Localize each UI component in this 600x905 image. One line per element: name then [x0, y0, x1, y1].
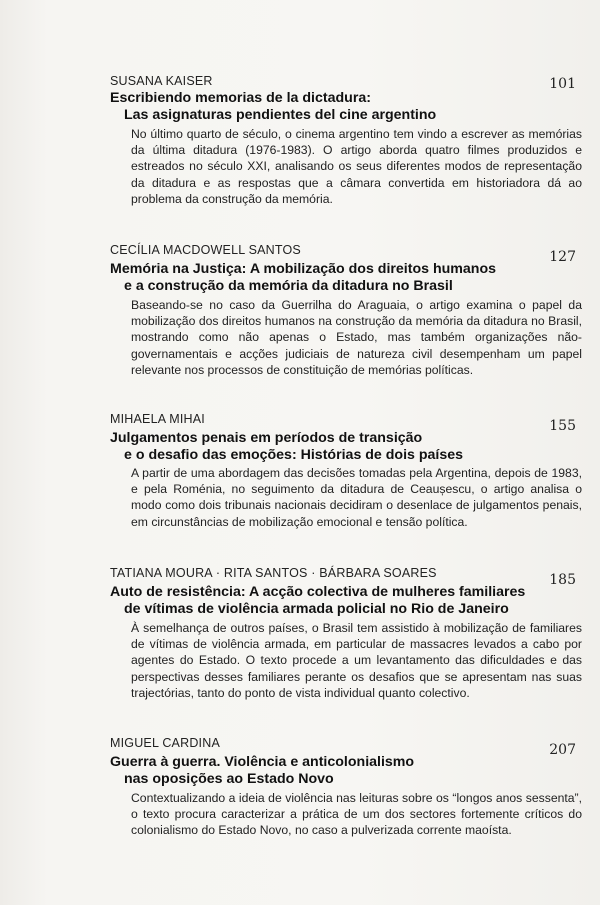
entry-author: MIHAELA MIHAI — [110, 412, 205, 426]
entry-title-line1: Guerra à guerra. Violência e anticolonialismo — [110, 754, 415, 770]
entry-page-number: 207 — [549, 742, 576, 758]
entry-page-number: 185 — [549, 572, 576, 588]
entry-title-line1: Auto de resistência: A acção colectiva de mulheres familiares — [110, 584, 526, 600]
entry-page-number: 127 — [549, 249, 576, 265]
entry-title-line2: nas oposições ao Estado Novo — [124, 771, 334, 787]
entry-author: CECÍLIA MACDOWELL SANTOS — [110, 243, 301, 257]
entry-author: MIGUEL CARDINA — [110, 736, 220, 750]
entry-title-line2: de vítimas de violência armada policial no Rio de Janeiro — [124, 601, 509, 617]
entry-abstract: À semelhança de outros países, o Brasil tem assistido à mobilização de familiares de vítimas de violência armada, em particular de massacres levados a cabo por agentes do Estado. O texto procede a um levantamento das dificuldades e das perspectivas desses familiares perante os desafios que se apresentam nas suas trajectórias, tanto do ponto de vista individual quanto colectivo. — [131, 621, 582, 700]
entry-title-line1: Memória na Justiça: A mobilização dos direitos humanos — [110, 261, 497, 277]
entry-page-number: 155 — [549, 418, 576, 434]
entry-author: SUSANA KAISER — [110, 74, 213, 88]
entry-page-number: 101 — [549, 76, 576, 92]
entry-title-line2: e o desafio das emoções: Histórias de dois países — [124, 447, 464, 463]
entry-abstract: No último quarto de século, o cinema argentino tem vindo a escrever as memórias da última ditadura (1976-1983). O artigo aborda quatro filmes produzidos e estreados no século XXI, analisando os seus diferentes modos de representação da ditadura e as respostas que a câmara convertida em historiadora dá ao problema da construção da memória. — [131, 127, 582, 206]
entry-title-line1: Escribiendo memorias de la dictadura: — [110, 90, 371, 106]
entry-title-line1: Julgamentos penais em períodos de transição — [110, 430, 423, 446]
entry-abstract: Baseando-se no caso da Guerrilha do Araguaia, o artigo examina o papel da mobilização dos direitos humanos na construção da memória da ditadura no Brasil, mostrando como não apenas o Estado, mas também organizações não-governamentais e acções judiciais de natureza civil desempenham um papel relevante nos processos de constituição de memórias políticas. — [131, 298, 582, 377]
entry-abstract: Contextualizando a ideia de violência nas leituras sobre os “longos anos sessenta”, o texto procura caracterizar a prática de um dos sectores fortemente críticos do colonialismo do Estado Novo, no caso a pulverizada corrente maoísta. — [131, 791, 582, 838]
entry-title-line2: e a construção da memória da ditadura no Brasil — [124, 278, 453, 294]
entry-author: TATIANA MOURA · RITA SANTOS · BÁRBARA SOARES — [110, 566, 437, 580]
entry-title-line2: Las asignaturas pendientes del cine argentino — [124, 107, 437, 123]
entry-abstract: A partir de uma abordagem das decisões tomadas pela Argentina, depois de 1983, e pela Roménia, no seguimento da ditadura de Ceaușescu, o artigo analisa o modo como dois tribunais nacionais decidiram o desenlace de julgamentos penais, em circunstâncias de mobilização emocional e tensão política. — [131, 466, 582, 529]
